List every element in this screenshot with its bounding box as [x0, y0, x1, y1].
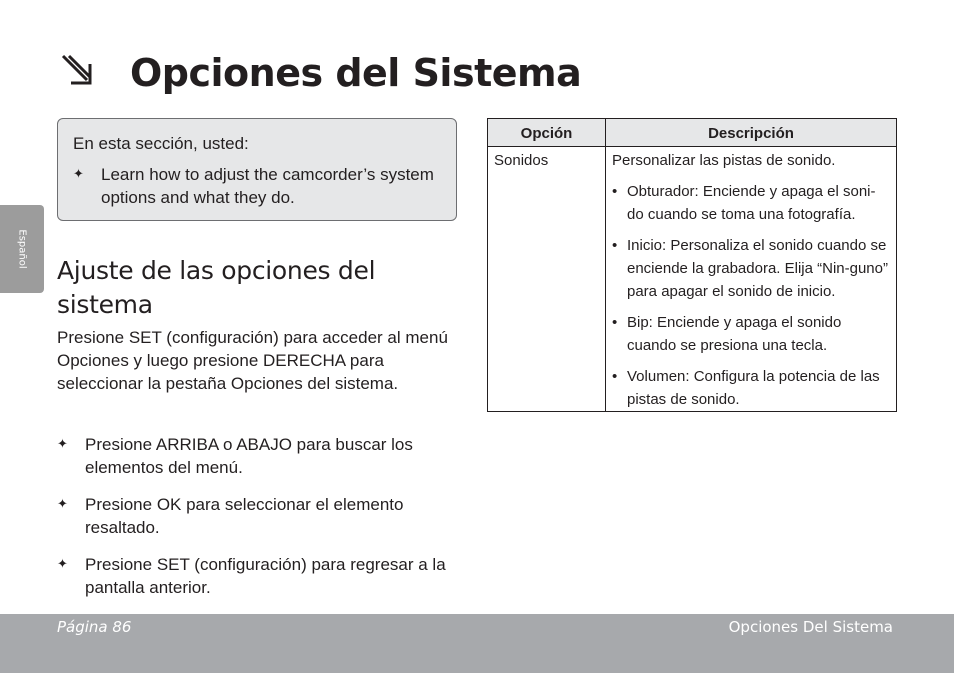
bullet-dot-icon: • — [612, 183, 618, 200]
description-cell — [612, 149, 892, 419]
description-point-text: Obturador: Enciende y apaga el soni-do cuando se toma una fotografía. — [627, 183, 876, 223]
description-point-text: Volumen: Configura la potencia de las pistas de sonido. — [627, 368, 880, 408]
description-point — [612, 365, 892, 411]
description-point — [612, 180, 892, 226]
sparkle-bullet-icon: ✦ — [57, 557, 68, 572]
summary-item-text: Learn how to adjust the camcorder’s system options and what they do. — [101, 165, 434, 207]
summary-item — [73, 163, 442, 209]
options-table — [487, 118, 897, 412]
description-point-text: Bip: Enciende y apaga el sonido cuando se presiona una tecla. — [627, 314, 842, 354]
list-item — [57, 493, 462, 539]
sparkle-bullet-icon: ✦ — [73, 167, 84, 182]
column-header-option: Opción — [520, 125, 573, 142]
list-item — [57, 433, 462, 479]
table-header — [488, 119, 896, 147]
section-summary-box — [57, 118, 457, 221]
page-footer — [0, 614, 954, 673]
list-item — [57, 553, 462, 599]
bullet-dot-icon: • — [612, 314, 618, 331]
description-lead: Personalizar las pistas de sonido. — [612, 152, 836, 169]
section-heading: Ajuste de las opciones del sistema — [57, 256, 376, 319]
description-point — [612, 311, 892, 357]
column-divider — [605, 119, 606, 411]
sparkle-bullet-icon: ✦ — [57, 437, 68, 452]
arrow-icon — [57, 50, 97, 90]
description-point-text: Inicio: Personaliza el sonido cuando se enciende la grabadora. Elija “Nin-guno” para apagar el sonido de inicio. — [627, 237, 888, 300]
column-header-description: Descripción — [708, 125, 794, 142]
bullet-dot-icon: • — [612, 237, 618, 254]
page-number: Página 86 — [57, 618, 132, 636]
section-body: Presione SET (configuración) para acceder al menú Opciones y luego presione DERECHA para seleccionar la pestaña Opciones del sistema. — [57, 328, 448, 393]
instruction-list — [57, 433, 462, 613]
language-tab — [0, 205, 44, 293]
description-point — [612, 234, 892, 303]
summary-intro: En esta sección, usted: — [73, 134, 249, 153]
list-item-text: Presione OK para seleccionar el elemento resaltado. — [85, 495, 404, 537]
language-tab-label: Español — [16, 229, 28, 269]
list-item-text: Presione ARRIBA o ABAJO para buscar los elementos del menú. — [85, 435, 413, 477]
page-title: Opciones del Sistema — [130, 51, 582, 95]
bullet-dot-icon: • — [612, 368, 618, 385]
footer-section-title: Opciones Del Sistema — [728, 618, 893, 636]
option-cell: Sonidos — [494, 152, 549, 169]
sparkle-bullet-icon: ✦ — [57, 497, 68, 512]
list-item-text: Presione SET (configuración) para regresar a la pantalla anterior. — [85, 555, 446, 597]
